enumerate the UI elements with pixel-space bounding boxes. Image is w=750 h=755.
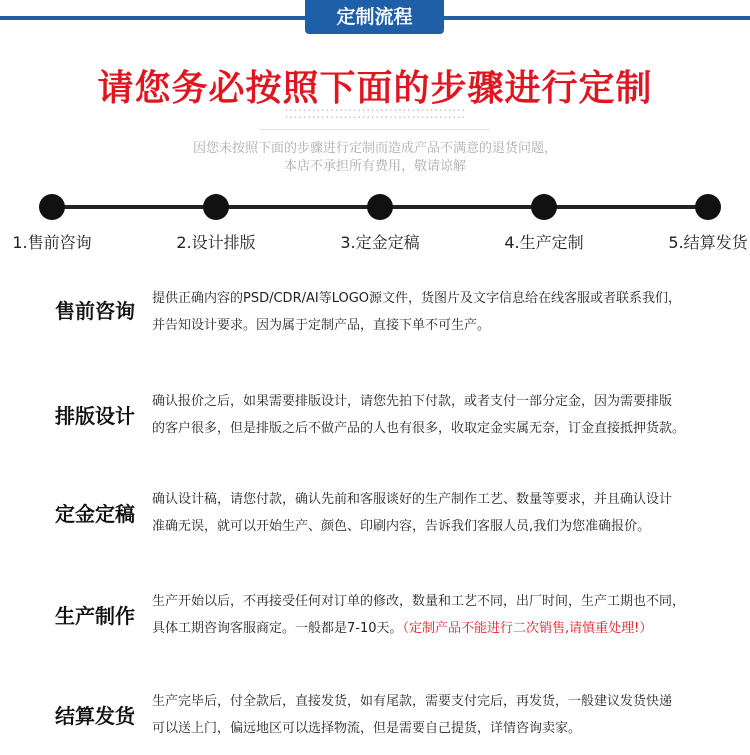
timeline-step-1 [0,190,117,253]
warning-text: （定制产品不能进行二次销售,请慎重处理!） [402,621,653,636]
section-text-line: 提供正确内容的PSD/CDR/AI等LOGO源文件，货图片及文字信息给在线客服或者联系我们， [152,291,682,306]
section-body [152,285,732,339]
timeline-step-3 [315,190,445,253]
section-text-line: 生产完毕后，付全款后，直接发货，如有尾款，需要支付完后，再发货，一般建议发货快递 [152,694,673,709]
section-deposit-finalize [0,486,750,546]
timeline-dot [367,194,393,220]
process-timeline [0,190,750,260]
page-headline: 请您务必按照下面的步骤进行定制 [97,68,653,109]
notice-line-2: 本店不承担所有费用，敬请谅解 [283,159,466,174]
timeline-step-2 [151,190,281,253]
section-body [152,388,732,442]
header-banner [0,0,750,36]
header-rule-left [0,16,305,20]
timeline-dot [203,194,229,220]
section-text-line: 可以送上门，偏远地区可以选择物流，但是需要自己提货，详情咨询卖家。 [152,721,582,736]
section-production [0,588,750,648]
notice-line-1: 因您未按照下面的步骤进行定制而造成产品不满意的退货问题， [192,141,557,156]
section-text-line: 确认报价之后，如果需要排版设计，请您先拍下付款，或者支付一部分定金，因为需要排版 [152,394,673,409]
section-title: 排版设计 [55,404,135,428]
section-layout-design [0,388,750,448]
timeline-step-label: 4.生产定制 [504,233,584,252]
section-text-line: 确认设计稿，请您付款，确认先前和客服谈好的生产制作工艺、数量等要求，并且确认设计 [152,492,673,507]
section-title: 售前咨询 [55,299,135,323]
section-title: 生产制作 [55,604,135,628]
section-title: 结算发货 [55,704,135,728]
section-text-line: 准确无误，就可以开始生产、颜色、印刷内容，告诉我们客服人员,我们为您准确报价。 [152,519,651,534]
section-body [152,588,732,642]
timeline-dot [531,194,557,220]
decorative-text-line: • • • • • • • • • • • • • • • • • • • • • • • • • • • • • • • • • • • • • • • • [285,108,465,114]
decorative-text-line: • • • • • • • • • • • • • • • • • • • • • • • • • • • • • • • • • • • • • • • • [285,115,465,121]
timeline-step-label: 5.结算发货 [668,233,748,252]
section-body [152,486,732,540]
timeline-dot [695,194,721,220]
timeline-step-5 [643,190,750,253]
timeline-step-label: 2.设计排版 [176,233,256,252]
section-settlement-shipping [0,688,750,748]
section-body [152,688,732,742]
timeline-step-label: 1.售前咨询 [12,233,92,252]
section-text: 具体工期咨询客服商定。一般都是7-10天。 [152,621,403,636]
header-rule-right [444,16,750,20]
timeline-dot [39,194,65,220]
section-text-line: 生产开始以后，不再接受任何对订单的修改，数量和工艺不同，出厂时间，生产工期也不同， [152,594,686,609]
section-text-line: 并告知设计要求。因为属于定制产品，直接下单不可生产。 [152,318,491,333]
timeline-step-label: 3.定金定稿 [340,233,420,252]
header-title: 定制流程 [305,0,444,34]
section-text-line [152,615,732,642]
timeline-step-4 [479,190,609,253]
decorative-divider [260,129,490,130]
section-text-line: 的客户很多，但是排版之后不做产品的人也有很多，收取定金实属无奈，订金直接抵押货款。 [152,421,686,436]
section-title: 定金定稿 [55,502,135,526]
section-presale [0,285,750,345]
